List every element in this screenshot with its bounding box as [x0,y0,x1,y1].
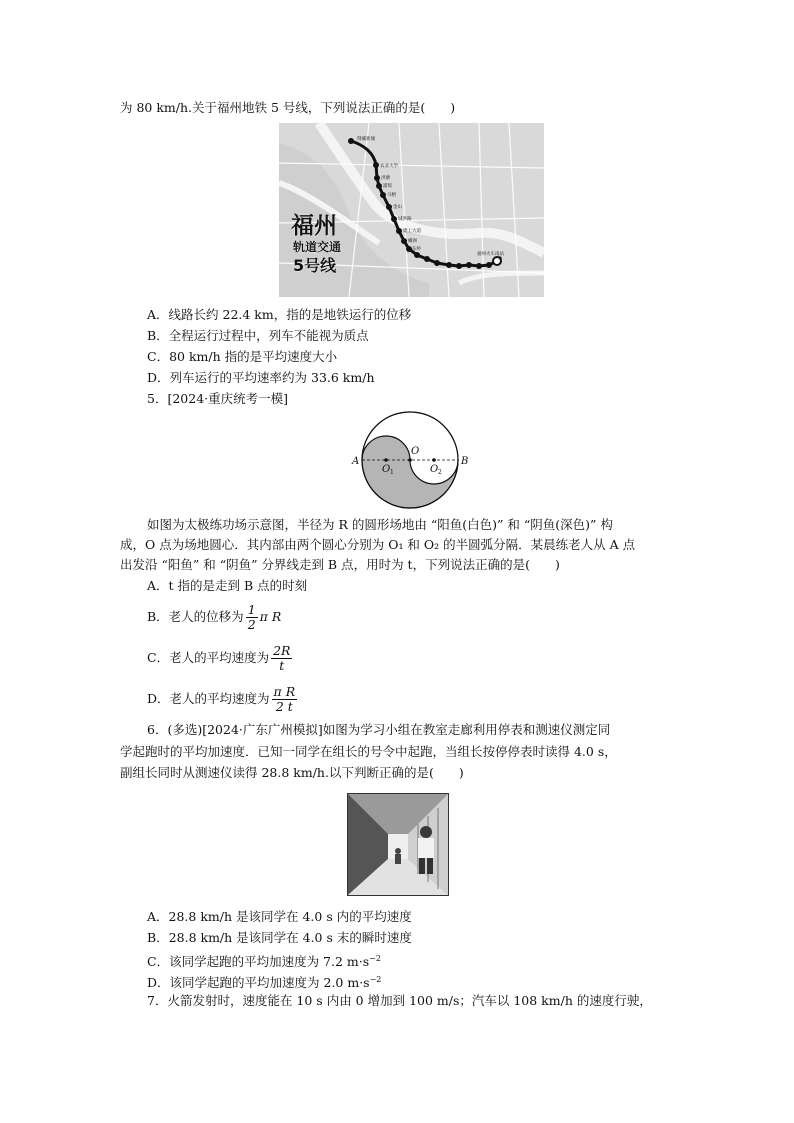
q6-option-d-exponent: −2 [369,975,382,984]
q4-option-b: B．全程运行过程中，列车不能视为质点 [147,328,369,343]
q5-option-c [147,643,294,673]
station-label-5: 金山 [393,205,402,210]
q6-stem-line3: 副组长同时从测速仪读得 28.8 km/h.以下判断正确的是( ) [120,765,464,780]
fraction-numerator: 1 [247,602,256,617]
taiji-figure [340,410,480,510]
label-a: A [352,456,360,467]
q4-option-c: C．80 km/h 指的是平均速度大小 [147,349,338,364]
q6-option-c-exponent: −2 [369,954,381,963]
q5-option-d [147,684,299,714]
label-o2-sub: 2 [438,469,442,476]
fraction-denominator: 2 [247,617,256,632]
label-o2: O [430,464,439,475]
q4-option-a: A．线路长约 22.4 km，指的是地铁运行的位移 [147,307,412,322]
q4-option-d: D．列车运行的平均速率约为 33.6 km/h [147,370,375,385]
q6-option-d-text: D．该同学起跑的平均加速度为 2.0 m·s [147,975,370,991]
q5-option-d-text: D．老人的平均速度为 [147,691,270,706]
fraction-denominator: t [279,658,285,673]
fraction-numerator: π R [273,684,296,699]
q5-stem-line1: 如图为太极练功场示意图，半径为 R 的圆形场地由 “阳鱼(白色)” 和 “阴鱼(深色)” 构 [147,517,613,532]
q5-option-b-text: B．老人的位移为 [147,609,244,624]
q5-option-a: A．t 指的是走到 B 点的时刻 [147,578,308,593]
q5-option-c-fraction [271,644,292,673]
q5-option-c-text: C．老人的平均速度为 [147,650,270,665]
q6-stem-line1: 6．(多选)[2024·广东广州模拟]如图为学习小组在教室走廊利用停表和测速仪测定同 [147,722,611,737]
intro-line: 为 80 km/h.关于福州地铁 5 号线，下列说法正确的是( ) [120,100,456,115]
q6-option-c-text: C．该同学起跑的平均加速度为 7.2 m·s [147,954,370,970]
metro-map-svg [279,123,544,297]
q5-header: 5．[2024·重庆统考一模] [147,391,288,406]
station-label-4: 马榕 [387,193,396,198]
corridor-photo [347,793,449,896]
map-title-3: 5号线 [293,256,337,275]
station-label-6: 城洪路 [398,217,412,222]
q6-option-d [147,972,381,991]
q5-option-b-fraction [246,603,258,632]
station-label-3: 浦坂 [383,184,392,189]
q5-stem-line3: 出发沿 “阳鱼” 和 “阴鱼” 分界线走到 B 点，用时为 t，下列说法正确的是( ) [120,557,560,572]
q6-option-c [147,951,381,970]
station-label-8: 螺洲 [408,239,417,244]
q6-option-a: A．28.8 km/h 是该同学在 4.0 s 内的平均速度 [147,909,412,924]
q5-option-b [147,602,281,632]
metro-map-figure [279,123,544,297]
station-label-0: 荆溪新城 [357,137,375,142]
fraction-denominator: 2 t [275,699,293,714]
label-o1-sub: 1 [390,469,394,476]
station-label-terminal: 福州火车南站 [477,252,504,257]
station-label-1: 农业大学 [380,164,398,169]
q5-option-b-tail: π R [259,609,282,624]
map-title-2: 轨道交通 [293,240,342,254]
fraction-numerator: 2R [273,643,291,658]
q6-option-b: B．28.8 km/h 是该同学在 4.0 s 末的瞬时速度 [147,930,412,945]
q5-stem-line2: 成，O 点为场地圆心．其内部由两个圆心分别为 O₁ 和 O₂ 的半圆弧分隔．某晨练老人从 A 点 [120,537,636,552]
q6-stem-line2: 学起跑时的平均加速度．已知一同学在组长的号令中起跑，当组长按停停表时读得 4.0 s， [120,744,617,759]
label-b: B [461,456,469,467]
label-o1: O [382,464,391,475]
station-label-7: 建上大道 [403,229,421,234]
q7-stem-line1: 7．火箭发射时，速度能在 10 s 内由 0 增加到 100 m/s；汽车以 108 km/h 的速度行驶， [147,993,652,1008]
q5-option-d-fraction [272,685,298,714]
station-label-9: 东岭 [412,247,421,252]
map-title-1: 福州 [291,213,337,239]
label-o: O [411,446,420,457]
station-label-2: 洪塘 [381,176,390,181]
